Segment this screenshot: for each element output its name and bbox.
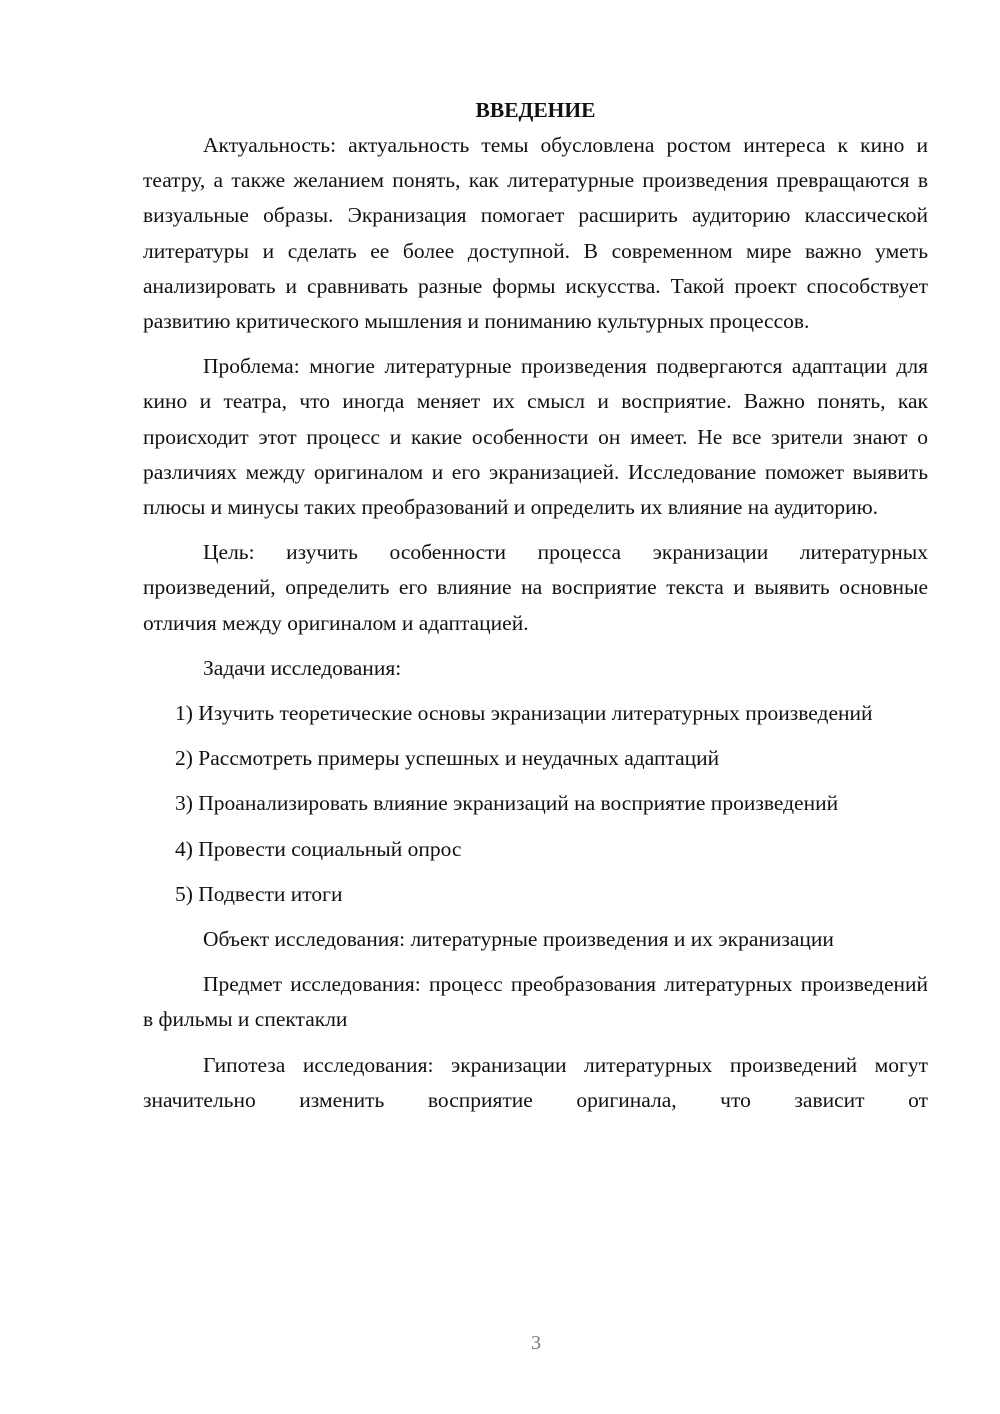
task-item-2: 2) Рассмотреть примеры успешных и неудачных адаптаций (175, 746, 720, 771)
task-item-3: 3) Проанализировать влияние экранизаций на восприятие произведений (175, 791, 839, 816)
paragraph-object: Объект исследования: литературные произведения и их экранизации (203, 927, 834, 952)
document-body (143, 93, 928, 1118)
task-item-4: 4) Провести социальный опрос (175, 836, 462, 861)
page-number: 3 (531, 1332, 541, 1354)
paragraph-problem: Проблема: многие литературные произведения подвергаются адаптации для кино и театра, что иногда меняет их смысл и восприятие. Важно понять, как происходит этот процесс и какие особенности он имеет. Не все зрители знают о различиях между оригиналом и его экранизацией. Исследование поможет выявить плюсы и минусы таких преобразований и определить их влияние на аудиторию. (143, 354, 928, 520)
task-item-5: 5) Подвести итоги (175, 881, 343, 906)
paragraph-goal: Цель: изучить особенности процесса экранизации литературных произведений, определить его влияние на восприятие текста и выявить основные отличия между оригиналом и адаптацией. (143, 540, 928, 635)
tasks-heading: Задачи исследования: (203, 655, 402, 680)
page-title: ВВЕДЕНИЕ (475, 98, 596, 122)
paragraph-relevance: Актуальность: актуальность темы обусловлена ростом интереса к кино и театру, а также желанием понять, как литературные произведения превращаются в визуальные образы. Экранизация помогает расширить аудиторию классической литературы и сделать ее более доступной. В современном мире важно уметь анализировать и сравнивать разные формы искусства. Такой проект способствует развитию критического мышления и пониманию культурных процессов. (143, 133, 928, 334)
task-item-1: 1) Изучить теоретические основы экранизации литературных произведений (175, 701, 873, 726)
paragraph-hypothesis: Гипотеза исследования: экранизации литературных произведений могут значительно изменить восприятие оригинала, что зависит от (143, 1052, 928, 1112)
paragraph-subject: Предмет исследования: процесс преобразования литературных произведений в фильмы и спектакли (143, 972, 928, 1032)
